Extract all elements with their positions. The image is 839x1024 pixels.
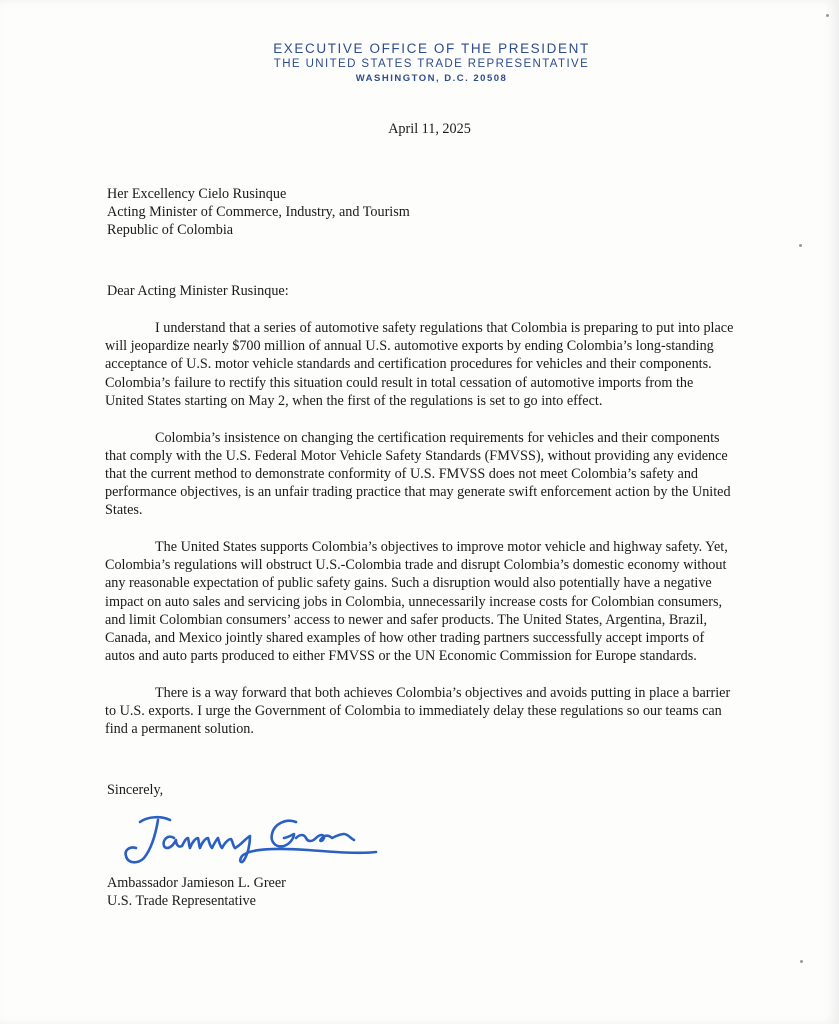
scan-speck <box>799 244 802 247</box>
scan-speck <box>800 960 803 963</box>
handwritten-signature <box>118 808 388 870</box>
signer-name: Ambassador Jamieson L. Greer <box>107 875 286 891</box>
letterhead-address: WASHINGTON, D.C. 20508 <box>355 73 508 84</box>
body-paragraph-4: There is a way forward that both achieves Colombia’s objectives and avoids putting in place a barrier to U.S. exports. I urge the Government of Colombia to immediately delay these regulations so our teams can find a permanent solution. <box>105 684 731 738</box>
body-paragraph-2: Colombia’s insistence on changing the certification requirements for vehicles and their components that comply with the U.S. Federal Motor Vehicle Safety Standards (FMVSS), without providing any evidence that the current method to demonstrate conformity of U.S. FMVSS does not meet Colombia’s safety and performance objectives, is an unfair trading practice that may generate swift enforcement action by the United States. <box>105 429 731 519</box>
scan-speck <box>826 14 829 17</box>
letterhead-agency: THE UNITED STATES TRADE REPRESENTATIVE <box>273 58 590 70</box>
recipient-country: Republic of Colombia <box>107 222 234 238</box>
body-paragraph-1: I understand that a series of automotive safety regulations that Colombia is preparing to put into place will jeopardize nearly $700 million of annual U.S. automotive exports by ending Colombia’s long-standing acceptance of U.S. motor vehicle standards and certification procedures for vehicles and their components. Colombia’s failure to rectify this situation could result in total cessation of automotive imports from the United States starting on May 2, when the first of the regulations is set to go into effect. <box>105 320 734 409</box>
letter-date: April 11, 2025 <box>388 121 471 137</box>
recipient-address <box>107 185 410 239</box>
recipient-title: Acting Minister of Commerce, Industry, and Tourism <box>107 204 410 220</box>
recipient-name: Her Excellency Cielo Rusinque <box>107 186 287 202</box>
body-paragraph-3: The United States supports Colombia’s objectives to improve motor vehicle and highway safety. Yet, Colombia’s regulations will obstruct U.S.-Colombia trade and disrupt Colombia’s domestic economy without any reasonable expectation of public safety gains. Such a disruption would also potentially have a negative impact on auto sales and servicing jobs in Colombia, unnecessarily increase costs for Colombian consumers, and limit Colombian consumers’ access to newer and safer products. The United States, Argentina, Brazil, Canada, and Mexico jointly shared examples of how other trading partners successfully accept imports of autos and auto parts produced to either FMVSS or the UN Economic Commission for Europe standards. <box>105 539 728 665</box>
signer-title: U.S. Trade Representative <box>107 893 256 909</box>
salutation: Dear Acting Minister Rusinque: <box>107 283 289 299</box>
letter-body <box>105 319 735 757</box>
signature-block <box>107 874 286 910</box>
letterhead-office: EXECUTIVE OFFICE OF THE PRESIDENT <box>273 41 590 56</box>
letterhead <box>0 40 839 86</box>
closing: Sincerely, <box>107 782 164 798</box>
